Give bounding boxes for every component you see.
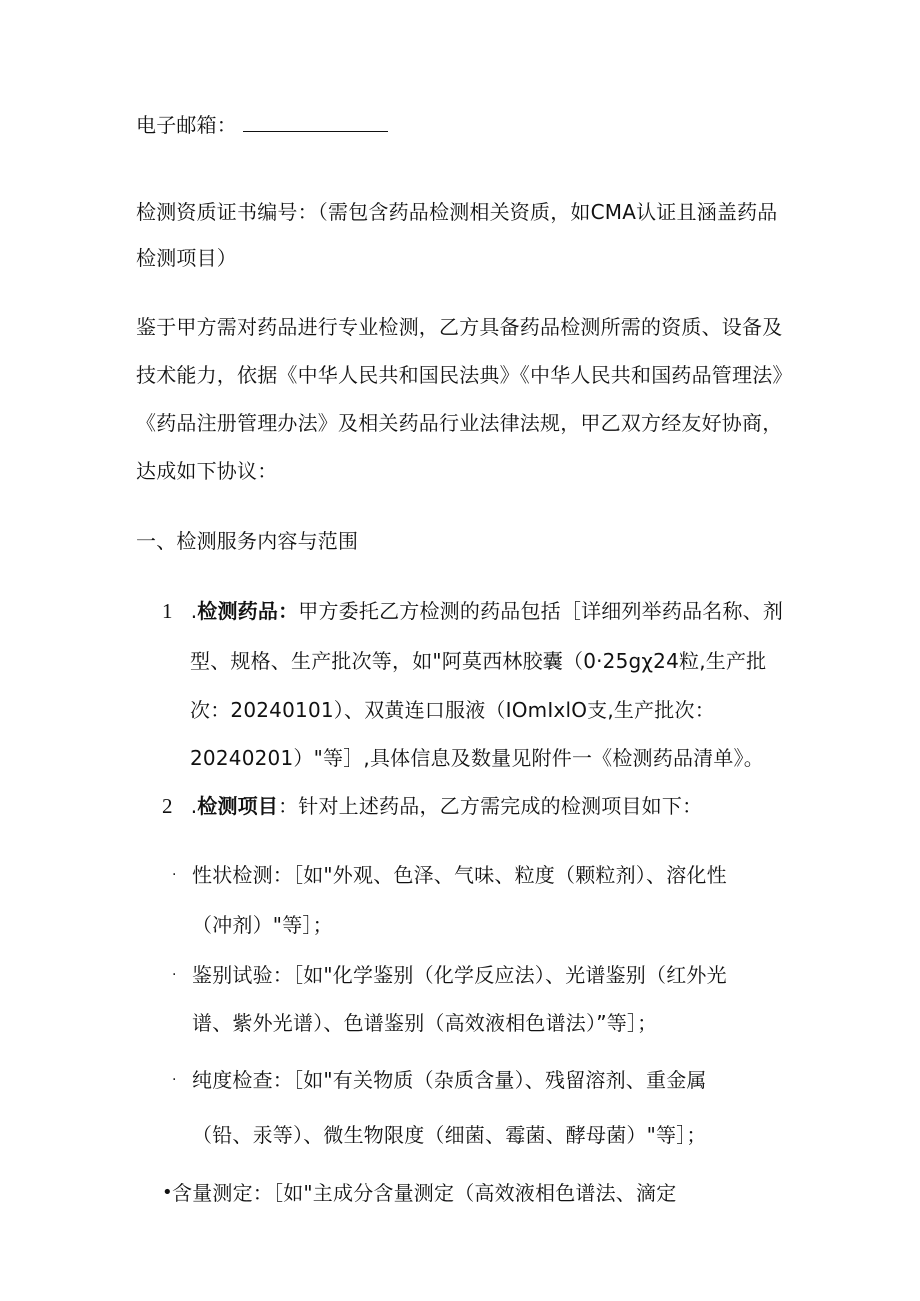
bullet-1-symbol: · xyxy=(172,867,177,883)
bullet-2-symbol: · xyxy=(172,967,177,983)
section-1-heading: 一、检测服务内容与范围 xyxy=(136,529,359,553)
item-2-title: 检测项目 xyxy=(197,794,279,818)
cert-line-1: 检测资质证书编号：（需包含药品检测相关资质，如CMA认证且涵盖药品 xyxy=(136,200,778,224)
item-1-line-4: 20240201）"等］,具体信息及数量见附件一《检测药品清单》。 xyxy=(190,746,764,770)
email-line xyxy=(136,112,388,138)
bullet-4-line-1: 含量测定：［如"主成分含量测定（高效液相色谱法、滴定 xyxy=(172,1181,677,1205)
bullet-2-line-2: 谱、紫外光谱）、色谱鉴别（高效液相色谱法）”等］； xyxy=(192,1011,658,1035)
item-1-line-1 xyxy=(162,598,783,624)
item-2-dot: . xyxy=(190,794,198,818)
preamble-line-4: 达成如下协议： xyxy=(136,459,278,483)
bullet-3-line-2: （铅、汞等）、微生物限度（细菌、霉菌、酵母菌）"等］； xyxy=(192,1123,707,1147)
item-1-line-2: 型、规格、生产批次等，如"阿莫西林胶囊（0·25gχ24粒,生产批 xyxy=(190,649,767,673)
item-1-dot: . xyxy=(190,599,198,623)
bullet-1-line-2: （冲剂）"等］； xyxy=(192,913,333,937)
item-1-line-3: 次：20240101）、双黄连口服液（IOmIxlO支,生产批次： xyxy=(190,698,715,722)
bullet-3-symbol: · xyxy=(172,1072,177,1088)
bullet-4-symbol: • xyxy=(162,1182,173,1203)
preamble-line-2: 技术能力，依据《中华人民共和国民法典》《中华人民共和国药品管理法》 xyxy=(136,363,793,387)
item-1-number: 1 xyxy=(162,599,173,623)
preamble-line-3: 《药品注册管理办法》及相关药品行业法律法规，甲乙双方经友好协商， xyxy=(136,411,783,435)
item-1-text: 甲方委托乙方检测的药品包括［详细列举药品名称、剂 xyxy=(298,599,784,623)
bullet-3-line-1: 纯度检查：［如"有关物质（杂质含量）、残留溶剂、重金属 xyxy=(192,1068,707,1092)
item-2-text: ：针对上述药品，乙方需完成的检测项目如下： xyxy=(278,794,703,818)
bullet-1-line-1: 性状检测：［如"外观、色泽、气味、粒度（颗粒剂）、溶化性 xyxy=(192,863,727,887)
email-label: 电子邮箱： xyxy=(136,113,237,137)
item-2-line-1 xyxy=(162,793,702,819)
item-2-number: 2 xyxy=(162,794,173,818)
bullet-2-line-1: 鉴别试验：［如"化学鉴别（化学反应法）、光谱鉴别（红外光 xyxy=(192,963,727,987)
cert-line-2: 检测项目） xyxy=(136,246,237,270)
email-blank-field xyxy=(243,113,388,132)
item-1-title: 检测药品： xyxy=(197,599,299,623)
preamble-line-1: 鉴于甲方需对药品进行专业检测，乙方具备药品检测所需的资质、设备及 xyxy=(136,315,783,339)
